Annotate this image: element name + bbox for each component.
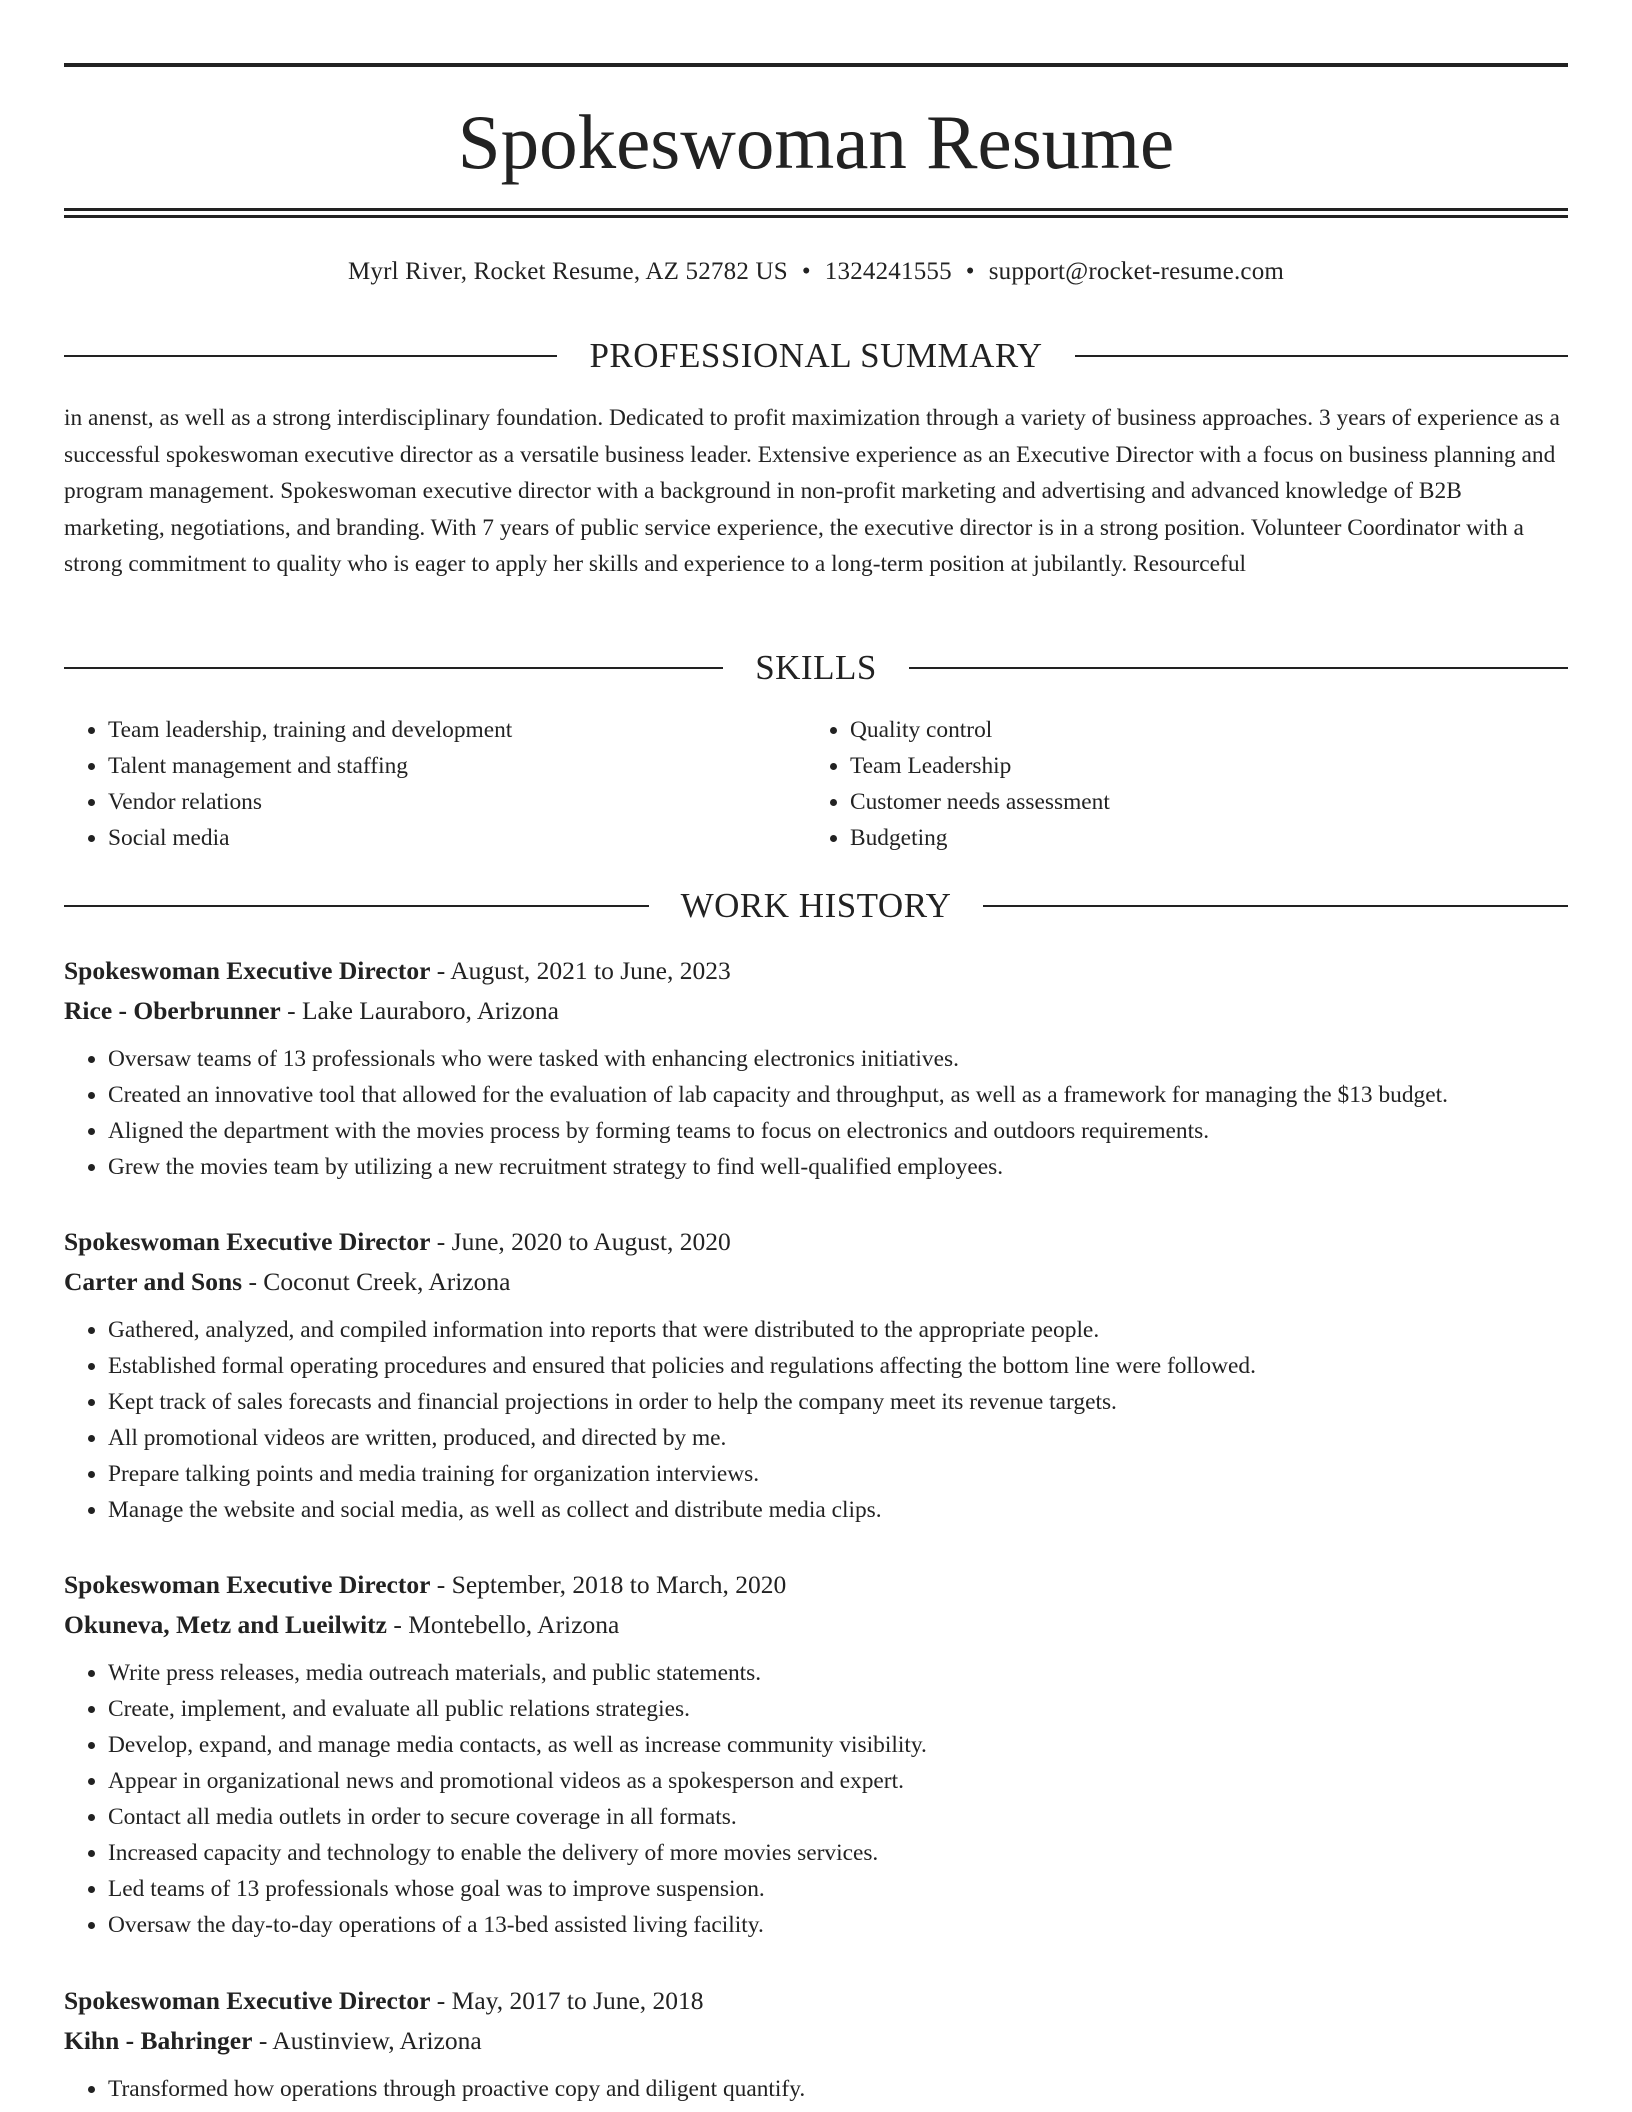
- summary-heading-label: PROFESSIONAL SUMMARY: [589, 336, 1043, 375]
- job-bullet: • Aligned the department with the movies process by forming teams to focus on electronics and outdoors requirements.: [108, 1113, 1568, 1149]
- summary-text: in anenst, as well as a strong interdisciplinary foundation. Dedicated to profit maximization through a variety of business approaches. 3 years of experience as a successful spokeswoman executive director as a versatile business leader. Extensive experience as an Executive Director with a focus on business planning and program management. Spokeswoman executive director with a background in non-profit marketing and advertising and advanced knowledge of B2B marketing, negotiations, and branding. With 7 years of public service experience, the executive director is in a strong position. Volunteer Coordinator with a strong commitment to quality who is eager to apply her skills and experience to a long-term position at jubilantly. Resourceful: [64, 405, 1560, 577]
- job-title: Spokeswoman Executive Director: [64, 1570, 431, 1599]
- heading-rule-left: [64, 905, 649, 907]
- job-title: Spokeswoman Executive Director: [64, 1986, 431, 2015]
- skill-item: • Budgeting: [850, 820, 1548, 856]
- skill-item: • Team leadership, training and development: [108, 712, 806, 748]
- job-bullet: • Led teams of 13 professionals whose goal was to improve suspension.: [108, 1871, 1568, 1907]
- job-bullet: • Gathered, analyzed, and compiled information into reports that were distributed to the appropriate people.: [108, 1312, 1568, 1348]
- job-location: - Montebello, Arizona: [387, 1610, 620, 1639]
- work-heading: [64, 884, 1568, 928]
- job-location: - Austinview, Arizona: [252, 2026, 482, 2055]
- job-bullet: • Manage the website and social media, as well as collect and distribute media clips.: [108, 1492, 1568, 1528]
- job-bullet: • All promotional videos are written, produced, and directed by me.: [108, 1420, 1568, 1456]
- heading-rule-right: [909, 667, 1568, 669]
- job-company-line: [64, 991, 1568, 1031]
- skills-list: [64, 712, 1568, 856]
- job-bullet: • Prepare talking points and media training for organization interviews.: [108, 1456, 1568, 1492]
- job-company: Carter and Sons: [64, 1267, 243, 1296]
- heading-rule-right: [1075, 355, 1568, 357]
- job-entry: [64, 951, 1568, 1185]
- job-title-line: [64, 1981, 1568, 2021]
- job-company-line: [64, 1262, 1568, 1302]
- job-location: - Lake Lauraboro, Arizona: [280, 996, 559, 1025]
- contact-separator: •: [965, 258, 975, 285]
- job-bullet: • Established formal operating procedures and ensured that policies and regulations affecting the bottom line were followed.: [108, 1348, 1568, 1384]
- job-company: Okuneva, Metz and Lueilwitz: [64, 1610, 387, 1639]
- job-dates: - June, 2020 to August, 2020: [430, 1227, 731, 1256]
- skill-item: • Team Leadership: [850, 748, 1548, 784]
- heading-rule-left: [64, 667, 723, 669]
- job-bullet: • Created an innovative tool that allowed for the evaluation of lab capacity and throughput, as well as a framework for managing the $13 budget.: [108, 1077, 1568, 1113]
- job-bullet: • Create, implement, and evaluate all public relations strategies.: [108, 1691, 1568, 1727]
- job-bullet: • Write press releases, media outreach materials, and public statements.: [108, 1655, 1568, 1691]
- job-title-line: [64, 1222, 1568, 1262]
- job-dates: - May, 2017 to June, 2018: [430, 1986, 704, 2015]
- skill-item: • Customer needs assessment: [850, 784, 1548, 820]
- job-title: Spokeswoman Executive Director: [64, 1227, 431, 1256]
- skills-heading-label: SKILLS: [755, 648, 877, 687]
- job-location: - Coconut Creek, Arizona: [242, 1267, 511, 1296]
- job-company: Rice - Oberbrunner: [64, 996, 281, 1025]
- skills-heading: [64, 646, 1568, 690]
- job-bullets: [64, 1312, 1568, 1528]
- skill-item: • Quality control: [850, 712, 1548, 748]
- job-company-line: [64, 1605, 1568, 1645]
- skill-item: • Talent management and staffing: [108, 748, 806, 784]
- job-bullet: • Increased capacity and technology to enable the delivery of more movies services.: [108, 1835, 1568, 1871]
- job-dates: - August, 2021 to June, 2023: [430, 956, 731, 985]
- job-bullet: • Grew the movies team by utilizing a new recruitment strategy to find well-qualified employees.: [108, 1149, 1568, 1185]
- job-bullet: • Transformed how operations through proactive copy and diligent quantify.: [108, 2071, 1568, 2107]
- top-rule: [64, 63, 1568, 67]
- job-title: Spokeswoman Executive Director: [64, 956, 431, 985]
- title-double-rule: [64, 208, 1568, 218]
- contact-address: Myrl River, Rocket Resume, AZ 52782 US: [347, 258, 788, 285]
- heading-rule-left: [64, 355, 557, 357]
- page-title: Spokeswoman Resume: [457, 99, 1175, 185]
- job-bullet: • Develop, expand, and manage media contacts, as well as increase community visibility.: [108, 1727, 1568, 1763]
- job-bullet: • Appear in organizational news and promotional videos as a spokesperson and expert.: [108, 1763, 1568, 1799]
- skill-item: • Vendor relations: [108, 784, 806, 820]
- contact-email: support@rocket-resume.com: [988, 258, 1285, 285]
- skills-column-left: [64, 712, 806, 856]
- job-entry: [64, 1222, 1568, 1528]
- job-bullet: • Oversaw the day-to-day operations of a 13-bed assisted living facility.: [108, 1907, 1568, 1943]
- contact-separator: •: [801, 258, 811, 285]
- heading-rule-right: [983, 905, 1568, 907]
- job-bullets: [64, 1041, 1568, 1185]
- job-dates: - September, 2018 to March, 2020: [430, 1570, 787, 1599]
- job-bullet: • Oversaw teams of 13 professionals who were tasked with enhancing electronics initiatives.: [108, 1041, 1568, 1077]
- skills-column-right: [806, 712, 1548, 856]
- contact-phone: 1324241555: [824, 258, 952, 285]
- work-heading-label: WORK HISTORY: [680, 886, 952, 925]
- skill-item: • Social media: [108, 820, 806, 856]
- job-bullets: [64, 2071, 1568, 2107]
- job-company-line: [64, 2021, 1568, 2061]
- contact-line: [64, 254, 1568, 290]
- job-bullets: [64, 1655, 1568, 1943]
- job-title-line: [64, 951, 1568, 991]
- job-bullet: • Kept track of sales forecasts and financial projections in order to help the company meet its revenue targets.: [108, 1384, 1568, 1420]
- job-title-line: [64, 1565, 1568, 1605]
- job-entry: [64, 1981, 1568, 2107]
- summary-heading: [64, 334, 1568, 378]
- job-company: Kihn - Bahringer: [64, 2026, 253, 2055]
- job-bullet: • Contact all media outlets in order to secure coverage in all formats.: [108, 1799, 1568, 1835]
- job-entry: [64, 1565, 1568, 1943]
